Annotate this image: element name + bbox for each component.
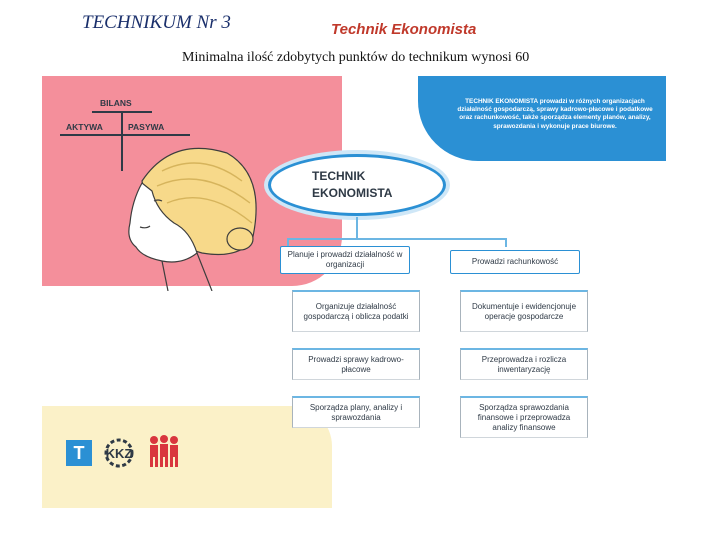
bilans-label: BILANS (100, 98, 132, 108)
school-title: TECHNIKUM Nr 3 (82, 12, 231, 33)
task-box-inventory: Przeprowadza i rozlicza inwentaryzację (460, 348, 588, 380)
kkz-logo (98, 438, 140, 468)
task-box-tax: Organizuje działalność gospodarczą i oblicza podatki (292, 290, 420, 332)
profession-title: Technik Ekonomista (331, 21, 477, 38)
task-box-plans-reports: Sporządza plany, analizy i sprawozdania (292, 396, 420, 428)
branch-box-planning: Planuje i prowadzi działalność w organizacji (280, 246, 410, 274)
profession-poster (42, 76, 666, 508)
points-subtitle: Minimalna ilość zdobytych punktów do technikum wynosi 60 (182, 50, 530, 65)
connector-stem (356, 217, 358, 239)
profession-description: TECHNIK EKONOMISTA prowadzi w różnych organizacjach działalność gospodarczą, sprawy kadrowo-płacowe i podatkowe oraz rachunkowość, także sporządza elementy planów, analizy, sprawozdania i wykonuje prace biurowe. (457, 98, 653, 130)
aktywa-label: AKTYWA (66, 122, 103, 132)
school-t-logo: T (66, 440, 92, 466)
task-box-documentation: Dokumentuje i ewidencjonuje operacje gospodarcze (460, 290, 588, 332)
pasywa-label: PASYWA (128, 122, 165, 132)
task-box-financial-reports: Sporządza sprawozdania finansowe i przeprowadza analizy finansowe (460, 396, 588, 438)
connector-right-drop (505, 238, 507, 247)
woman-illustration (102, 131, 282, 291)
task-box-hr-payroll: Prowadzi sprawy kadrowo-płacowe (292, 348, 420, 380)
people-logo (146, 434, 182, 468)
center-title: TECHNIK EKONOMISTA (312, 169, 393, 200)
connector-crossbar (287, 238, 507, 240)
branch-box-accounting: Prowadzi rachunkowość (450, 250, 580, 274)
kkz-logo-text: KKZ (105, 446, 133, 461)
